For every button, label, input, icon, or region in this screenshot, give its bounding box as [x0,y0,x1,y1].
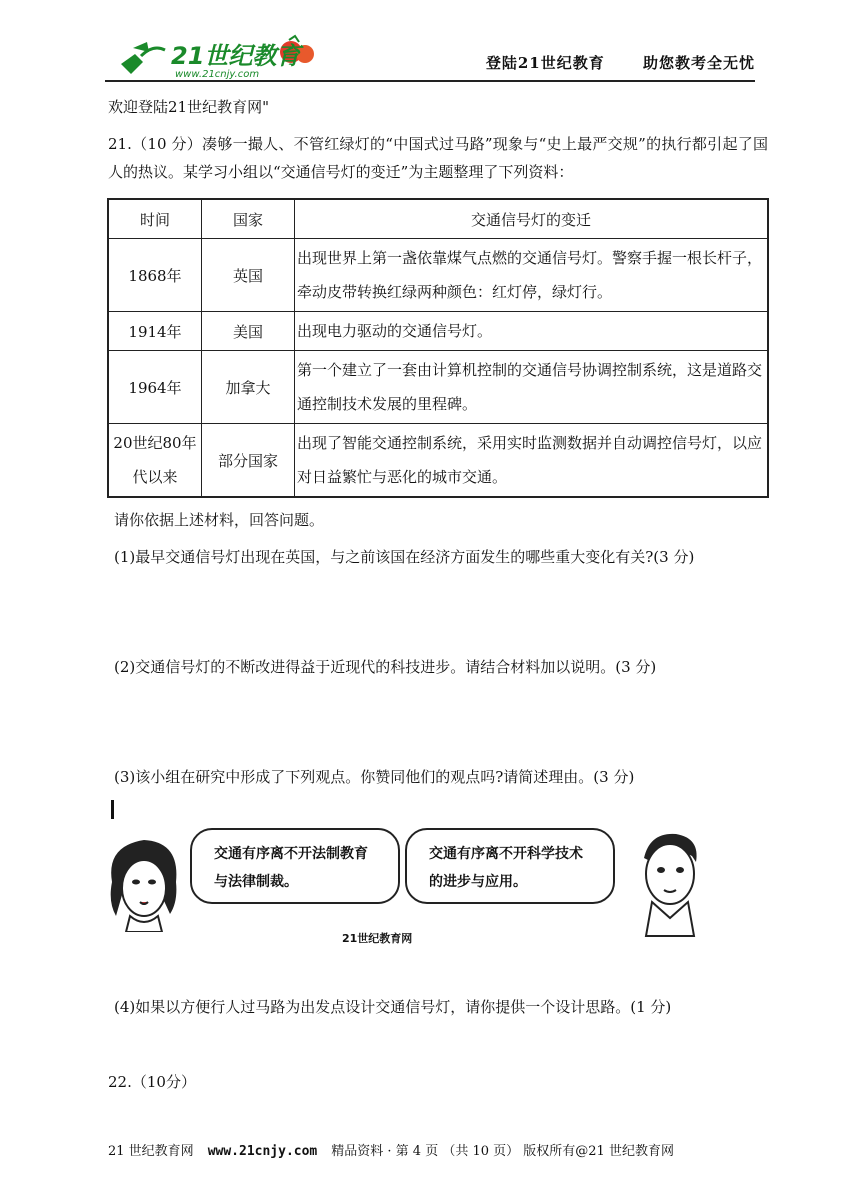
speech-bubble-right: 交通有序离不开科学技术的进步与应用。 [405,828,615,904]
table-cell-change: 出现电力驱动的交通信号灯。 [295,312,769,351]
header-slogans [454,52,755,73]
table-cell-country: 部分国家 [202,424,295,498]
welcome-text: 欢迎登陆21世纪教育网" [108,98,269,116]
table-cell-time: 1914年 [108,312,202,351]
cartoon-caption: 21世纪教育网 [342,932,413,945]
speech-bubble-left: 交通有序离不开法制教育与法律制裁。 [190,828,400,904]
table-cell-time: 1964年 [108,351,202,424]
question-21-intro: 21.（10 分）凑够一撮人、不管红绿灯的“中国式过马路”现象与“史上最严交规”的执行都引起了国人的热议。某学习小组以“交通信号灯的变迁”为主题整理了下列资料： [108,135,768,181]
table-cell-country: 英国 [202,239,295,312]
table-row [108,351,768,424]
table-cell-country: 加拿大 [202,351,295,424]
boy-face-illustration [630,828,710,938]
table-header-time: 时间 [108,199,202,239]
table-cell-change: 出现世界上第一盏依靠煤气点燃的交通信号灯。警察手握一根长杆子，牵动皮带转换红绿两种颜色：红灯停，绿灯行。 [295,239,769,312]
table-row [108,239,768,312]
table-cell-time: 1868年 [108,239,202,312]
header-slogan-left: 登陆21世纪教育 [485,54,605,72]
table-header-row [108,199,768,239]
header-slogan-right: 助您教考全无忧 [642,54,755,72]
table-row [108,312,768,351]
girl-face-illustration [100,832,190,932]
traffic-light-history-table [107,198,769,498]
footer-right: 精品资料 · 第 4 页 （共 10 页） 版权所有@21 世纪教育网 [331,1144,674,1159]
table-cell-time: 20世纪80年代以来 [108,424,202,498]
logo-text: 21世纪教育 [171,42,301,70]
footer-site-link[interactable]: www.21cnjy.com [207,1144,318,1159]
table-cell-change: 第一个建立了一套由计算机控制的交通信号协调控制系统，这是道路交通控制技术发展的里程碑。 [295,351,769,424]
table-row [108,424,768,498]
page-footer [108,1140,674,1159]
table-cell-country: 美国 [202,312,295,351]
text-cursor-mark [111,800,114,819]
logo-url-text: www.21cnjy.com [175,69,260,80]
sub-question-2: (2)交通信号灯的不断改进得益于近现代的科技进步。请结合材料加以说明。(3 分) [114,658,657,676]
question-prompt: 请你依据上述材料，回答问题。 [114,511,325,529]
table-header-change: 交通信号灯的变迁 [295,199,769,239]
table-header-country: 国家 [202,199,295,239]
question-22-heading: 22.（10分） [108,1073,196,1091]
sub-question-3: (3)该小组在研究中形成了下列观点。你赞同他们的观点吗?请简述理由。(3 分) [114,768,635,786]
header-divider [105,80,755,82]
sub-question-4: (4)如果以方便行人过马路为出发点设计交通信号灯，请你提供一个设计思路。(1 分) [114,998,672,1016]
page-header [105,30,755,82]
site-logo [113,34,323,80]
table-cell-change: 出现了智能交通控制系统，采用实时监测数据并自动调控信号灯，以应对日益繁忙与恶化的城市交通。 [295,424,769,498]
footer-left: 21 世纪教育网 [108,1144,194,1159]
sub-question-1: (1)最早交通信号灯出现在英国，与之前该国在经济方面发生的哪些重大变化有关?(3 分) [114,548,695,566]
opinion-cartoon [100,828,710,946]
